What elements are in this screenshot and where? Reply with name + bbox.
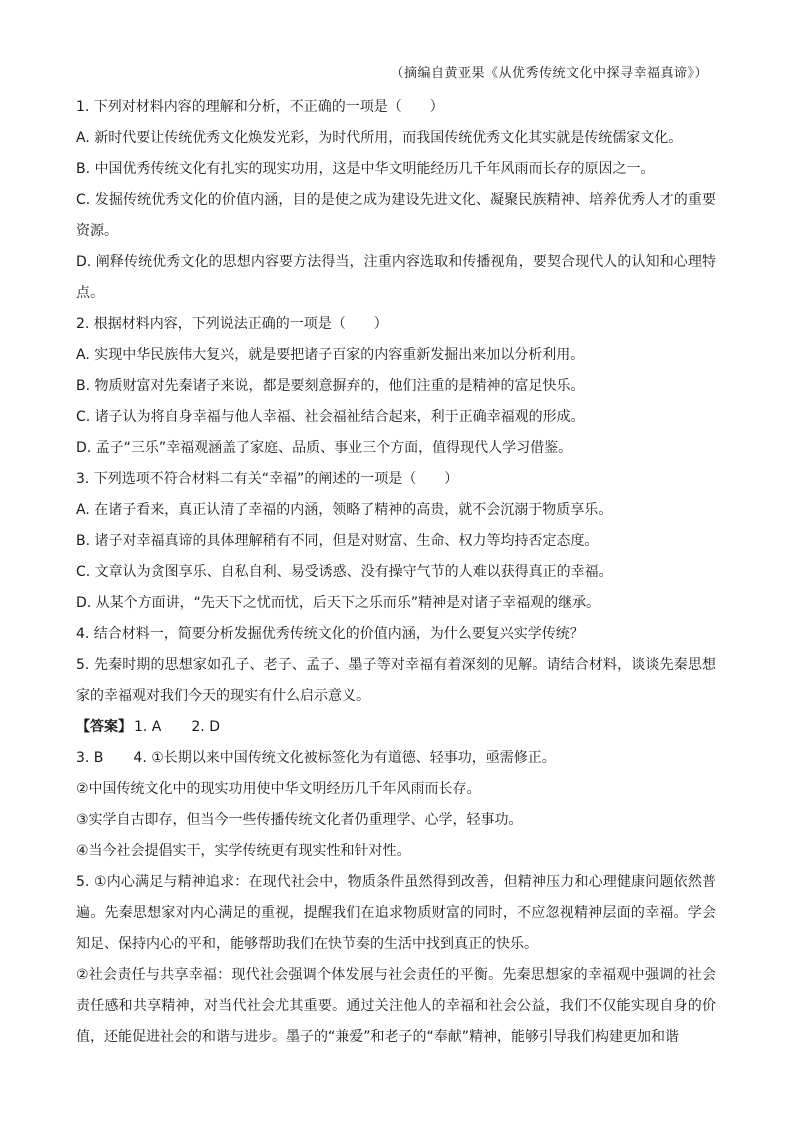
answer-q4-point-4: ④当今社会提倡实干，实学传统更有现实性和针对性。 [76, 843, 411, 859]
question-1-option-d: D. 阐释传统优秀文化的思想内容要方法得当，注重内容选取和传播视角，要契合现代人的认知和心理特点。 [76, 254, 716, 301]
answer-line-2 [76, 743, 716, 774]
question-1-option-b: B. 中国优秀传统文化有扎实的现实功用，这是中华文明能经历几千年风雨而长存的原因之一。 [76, 161, 655, 177]
questions-content [76, 92, 716, 1053]
question-4-stem: 4. 结合材料一，简要分析发掘优秀传统文化的价值内涵，为什么要复兴实学传统？ [76, 626, 584, 642]
answer-q3: 3. B [76, 750, 104, 766]
answer-q5-point-2: ②社会责任与共享幸福：现代社会强调个体发展与社会责任的平衡。先秦思想家的幸福观中强调的社会责任感和共享精神，对当代社会尤其重要。通过关注他人的幸福和社会公益，我们不仅能实现自身的价值，还能促进社会的和谐与进步。墨子的“兼爱”和老子的“奉献”精神，能够引导我们构建更加和谐 [76, 967, 716, 1045]
question-2-stem: 2. 根据材料内容，下列说法正确的一项是（ ） [76, 316, 388, 332]
question-3-option-d: D. 从某个方面讲，“先天下之忧而忧，后天下之乐而乐”精神是对诸子幸福观的继承。 [76, 595, 601, 611]
question-3-option-a: A. 在诸子看来，真正认清了幸福的内涵，领略了精神的高贵，就不会沉溺于物质享乐。 [76, 502, 613, 518]
answer-q4-point-2: ②中国传统文化中的现实功用使中华文明经历几千年风雨而长存。 [76, 781, 481, 797]
source-citation: （摘编自黄亚果《从优秀传统文化中探寻幸福真谛》） [390, 66, 708, 81]
answer-q4-point-3: ③实学自古即存，但当今一些传播传统文化者仍重理学、心学，轻事功。 [76, 812, 523, 828]
answer-q5-point-1: 5. ①内心满足与精神追求：在现代社会中，物质条件虽然得到改善，但精神压力和心理健康问题依然普遍。先秦思想家对内心满足的重视，提醒我们在追求物质财富的同时，不应忽视精神层面的幸福。学会知足、保持内心的平和，能够帮助我们在快节奏的生活中找到真正的快乐。 [76, 874, 716, 952]
question-2-option-c: C. 诸子认为将自身幸福与他人幸福、社会福祉结合起来，利于正确幸福观的形成。 [76, 409, 585, 425]
question-3-option-b: B. 诸子对幸福真谛的具体理解稍有不同，但是对财富、生命、权力等均持否定态度。 [76, 533, 599, 549]
question-3-option-c: C. 文章认为贪图享乐、自私自利、易受诱惑、没有操守气节的人难以获得真正的幸福。 [76, 564, 613, 580]
question-1-option-c: C. 发掘传统优秀文化的价值内涵，目的是使之成为建设先进文化、凝聚民族精神、培养优秀人才的重要资源。 [76, 192, 716, 239]
question-5-stem: 5. 先秦时期的思想家如孔子、老子、孟子、墨子等对幸福有着深刻的见解。请结合材料，谈谈先秦思想家的幸福观对我们今天的现实有什么启示意义。 [76, 657, 716, 704]
answer-q4-lead: 4. ①长期以来中国传统文化被标签化为有道德、轻事功，亟需修正。 [133, 750, 556, 766]
answer-q1: 1. A [134, 719, 162, 735]
question-2-option-b: B. 物质财富对先秦诸子来说，都是要刻意摒弃的，他们注重的是精神的富足快乐。 [76, 378, 585, 394]
question-3-stem: 3. 下列选项不符合材料二有关“幸福”的阐述的一项是（ ） [76, 471, 459, 487]
question-2-option-d: D. 孟子“三乐”幸福观涵盖了家庭、品质、事业三个方面，值得现代人学习借鉴。 [76, 440, 573, 456]
question-2-option-a: A. 实现中华民族伟大复兴，就是要把诸子百家的内容重新发掘出来加以分析利用。 [76, 347, 585, 363]
answer-line-1 [76, 712, 716, 743]
question-1-option-a: A. 新时代要让传统优秀文化焕发光彩，为时代所用，而我国传统优秀文化其实就是传统儒家文化。 [76, 130, 683, 146]
answer-tag: 【答案】 [76, 719, 132, 735]
question-1-stem: 1. 下列对材料内容的理解和分析，不正确的一项是（ ） [76, 99, 444, 115]
answer-q2: 2. D [191, 719, 220, 735]
